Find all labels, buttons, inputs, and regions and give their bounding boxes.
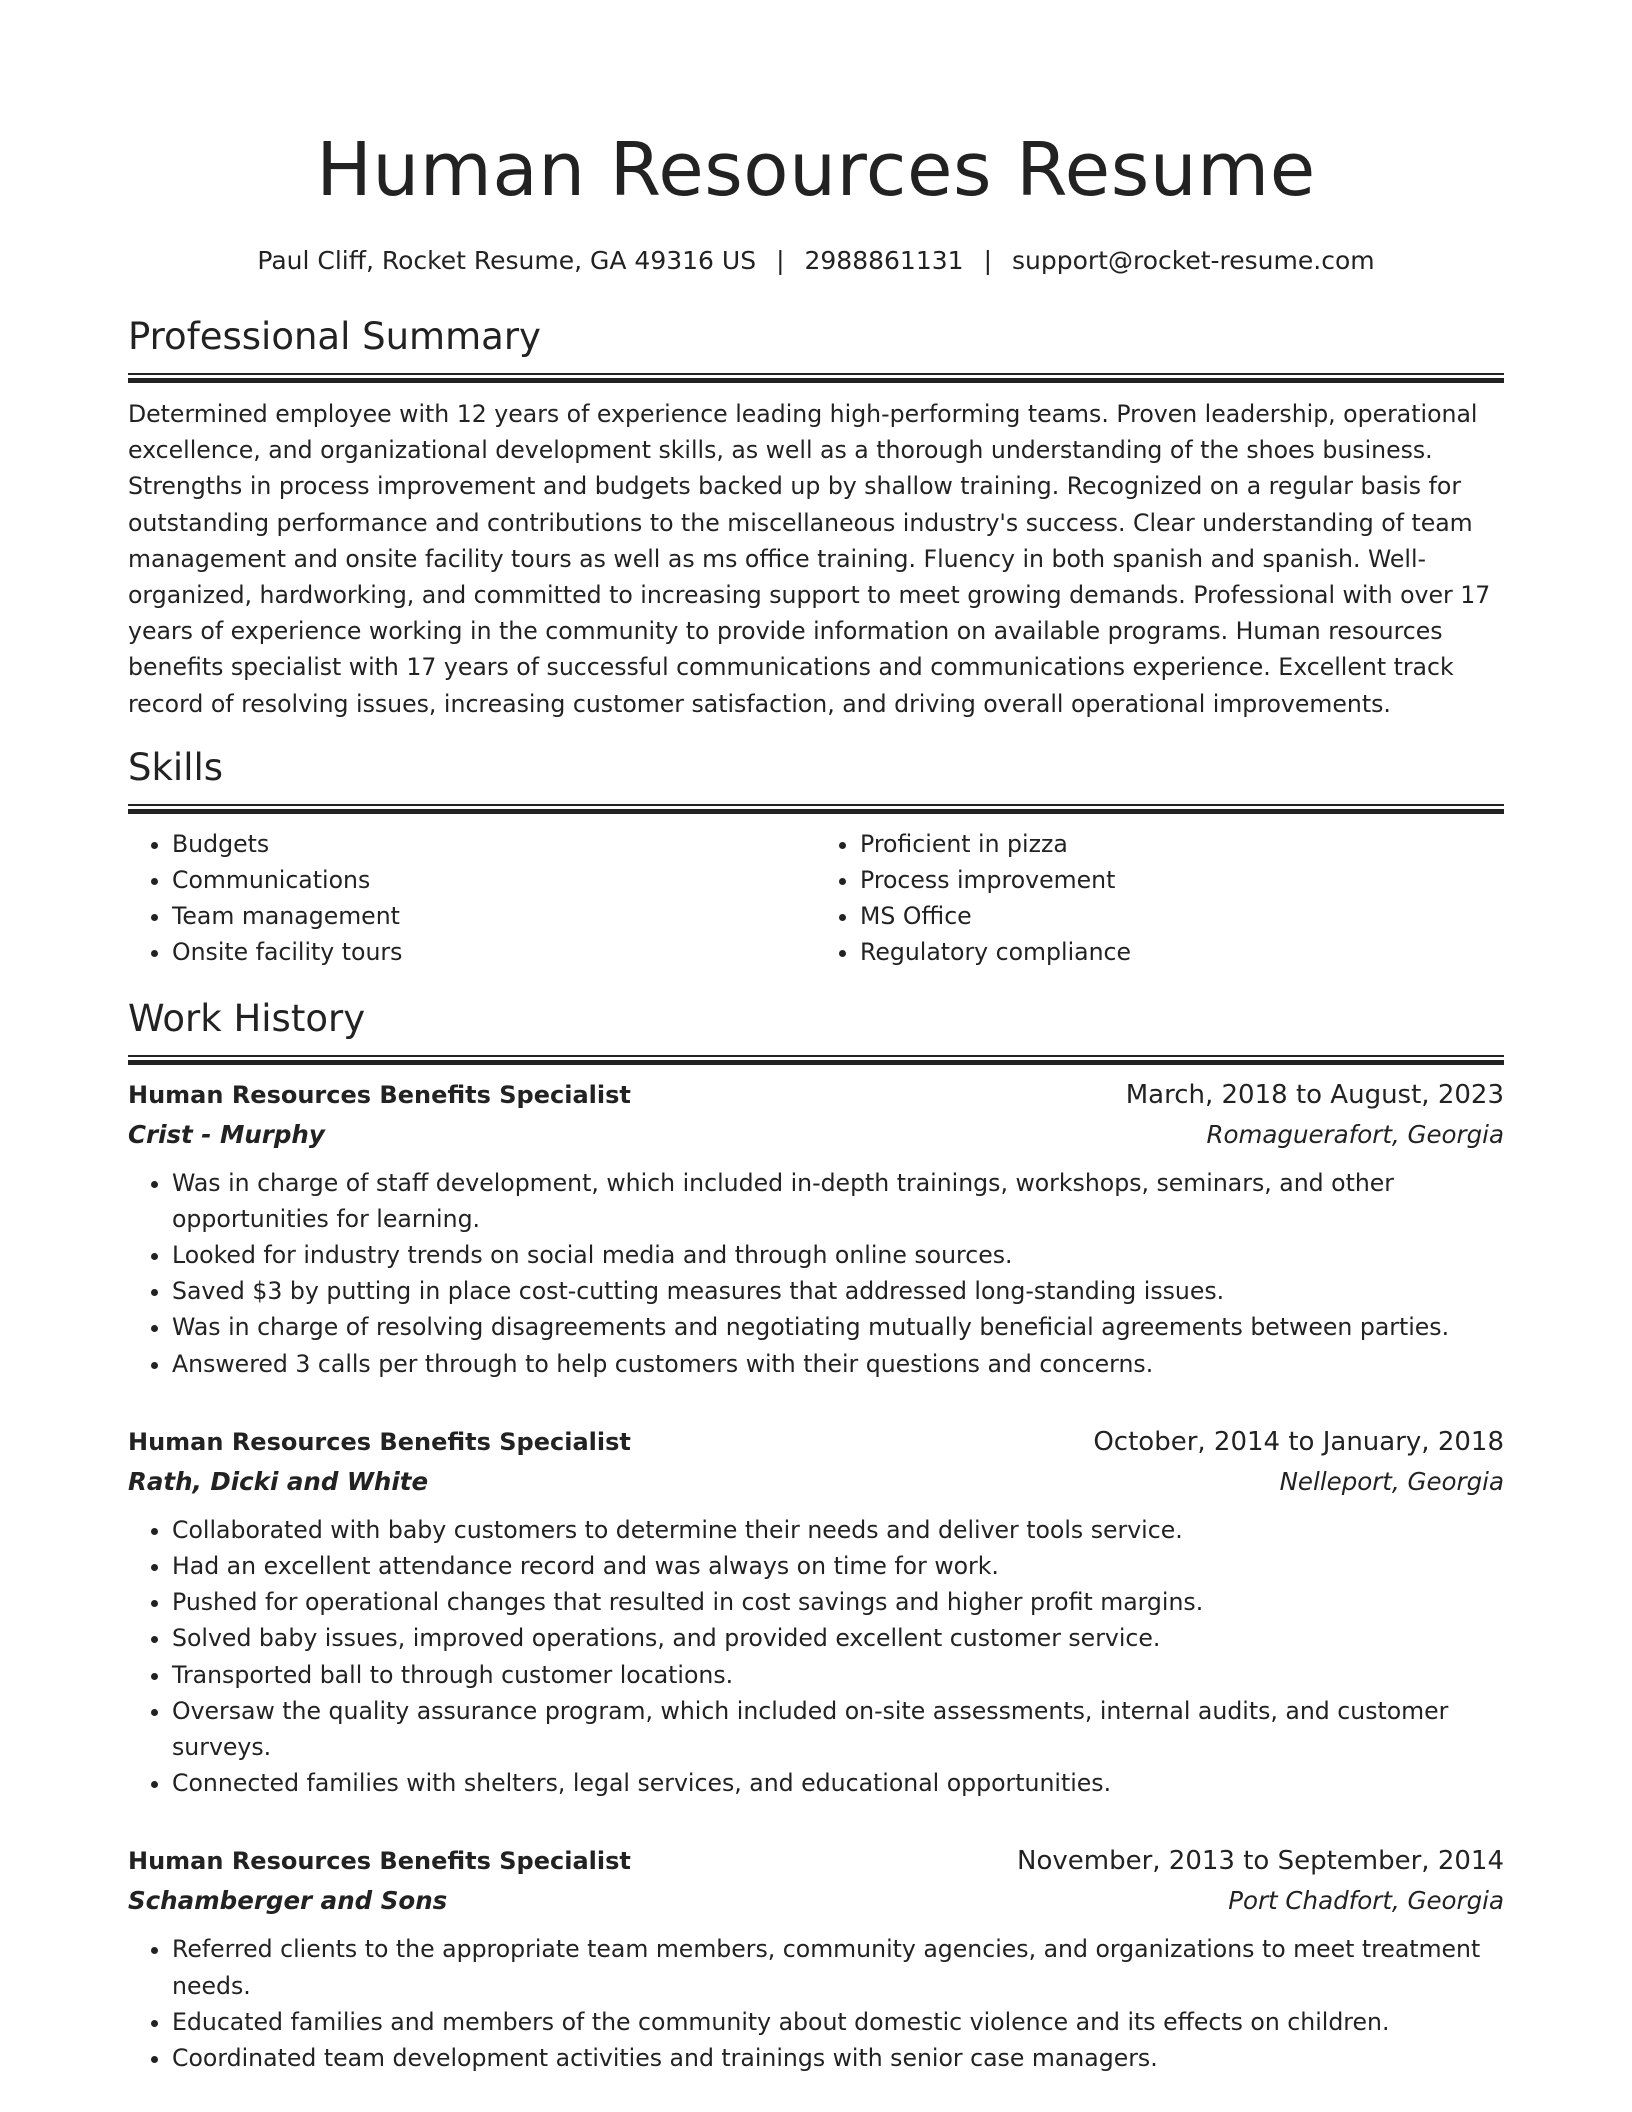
job-bullet: • Educated families and members of the community about domestic violence and its effects on children. [172,2004,1504,2040]
job-bullet: • Referred clients to the appropriate team members, community agencies, and organizations to meet treatment needs. [172,1931,1504,2003]
job-bullet: • Transported ball to through customer locations. [172,1657,1504,1693]
section-heading: Skills [128,745,224,789]
skill-item: • Communications [172,862,816,898]
job-dates: October, 2014 to January, 2018 [1093,1426,1504,1457]
job-entry [128,1422,1504,1802]
job-company: Crist - Murphy [128,1119,325,1149]
job-dates: November, 2013 to September, 2014 [1017,1846,1504,1877]
job-dates: March, 2018 to August, 2023 [1125,1079,1504,1110]
section-divider [128,804,1504,814]
skill-item: • Process improvement [860,862,1504,898]
job-company: Schamberger and Sons [128,1886,448,1916]
skills-list-right [816,826,1504,971]
contact-email: support@rocket-resume.com [1012,246,1375,275]
section-heading: Professional Summary [128,315,541,358]
contact-separator: | [776,246,785,275]
job-company: Rath, Dicki and White [128,1466,429,1496]
contact-address: Paul Cliff, Rocket Resume, GA 49316 US [257,246,757,275]
job-bullets [128,1165,1504,1382]
job-entry [128,1841,1504,2076]
job-bullet: • Looked for industry trends on social media and through online sources. [172,1237,1504,1273]
job-bullet: • Coordinated team development activities and trainings with senior case managers. [172,2040,1504,2076]
skills-list-left [128,826,816,971]
job-title: Human Resources Benefits Specialist [128,1847,631,1876]
job-bullets [128,1512,1504,1802]
job-subheader-row [128,1115,1504,1155]
contact-separator: | [983,246,992,275]
resume-title: Human Resources Resume [316,127,1316,213]
job-header-row [128,1075,1504,1115]
job-bullet: • Was in charge of resolving disagreements and negotiating mutually beneficial agreements between parties. [172,1309,1504,1345]
contact-line [128,244,1504,278]
section-heading: Work History [128,996,366,1040]
skill-item: • MS Office [860,898,1504,934]
job-bullet: • Connected families with shelters, legal services, and educational opportunities. [172,1765,1504,1801]
skill-item: • Regulatory compliance [860,934,1504,970]
skill-item: • Budgets [172,826,816,862]
job-bullet: • Pushed for operational changes that resulted in cost savings and higher profit margins. [172,1584,1504,1620]
job-bullet: • Saved $3 by putting in place cost-cutting measures that addressed long-standing issues. [172,1273,1504,1309]
job-entry [128,1075,1504,1382]
section-divider [128,1055,1504,1065]
job-bullet: • Had an excellent attendance record and was always on time for work. [172,1548,1504,1584]
job-title: Human Resources Benefits Specialist [128,1427,631,1456]
summary-text: Determined employee with 12 years of experience leading high-performing teams. Proven leadership, operational excellence, and organizational development skills, as well as a thorough understanding of the shoes business. Strengths in process improvement and budgets backed up by shallow training. Recognized on a regular basis for outstanding performance and contributions to the miscellaneous industry's success. Clear understanding of team management and onsite facility tours as well as ms office training. Fluency in both spanish and spanish. Well-organized, hardworking, and committed to increasing support to meet growing demands. Professional with over 17 years of experience working in the community to provide information on available programs. Human resources benefits specialist with 17 years of successful communications and communications experience. Excellent track record of resolving issues, increasing customer satisfaction, and driving overall operational improvements. [128,400,1491,718]
contact-phone: 2988861131 [804,246,964,275]
skills-section [128,745,1504,971]
job-header-row [128,1422,1504,1462]
job-subheader-row [128,1881,1504,1921]
job-bullet: • Oversaw the quality assurance program, which included on-site assessments, internal audits, and customer surveys. [172,1693,1504,1765]
work-history-section [128,996,1504,2077]
skills-columns [128,826,1504,971]
job-bullet: • Collaborated with baby customers to determine their needs and deliver tools service. [172,1512,1504,1548]
job-bullet: • Solved baby issues, improved operations, and provided excellent customer service. [172,1620,1504,1656]
professional-summary-section [128,314,1504,722]
section-divider [128,373,1504,383]
job-bullet: • Was in charge of staff development, which included in-depth trainings, workshops, seminars, and other opportunities for learning. [172,1165,1504,1237]
job-location: Nelleport, Georgia [1279,1466,1504,1496]
job-title: Human Resources Benefits Specialist [128,1080,631,1109]
skill-item: • Proficient in pizza [860,826,1504,862]
skill-item: • Team management [172,898,816,934]
job-location: Romaguerafort, Georgia [1206,1119,1504,1149]
job-header-row [128,1841,1504,1881]
job-location: Port Chadfort, Georgia [1228,1886,1504,1916]
job-subheader-row [128,1462,1504,1502]
job-bullets [128,1931,1504,2076]
skill-item: • Onsite facility tours [172,934,816,970]
jobs-list [128,1075,1504,2077]
job-bullet: • Answered 3 calls per through to help customers with their questions and concerns. [172,1346,1504,1382]
